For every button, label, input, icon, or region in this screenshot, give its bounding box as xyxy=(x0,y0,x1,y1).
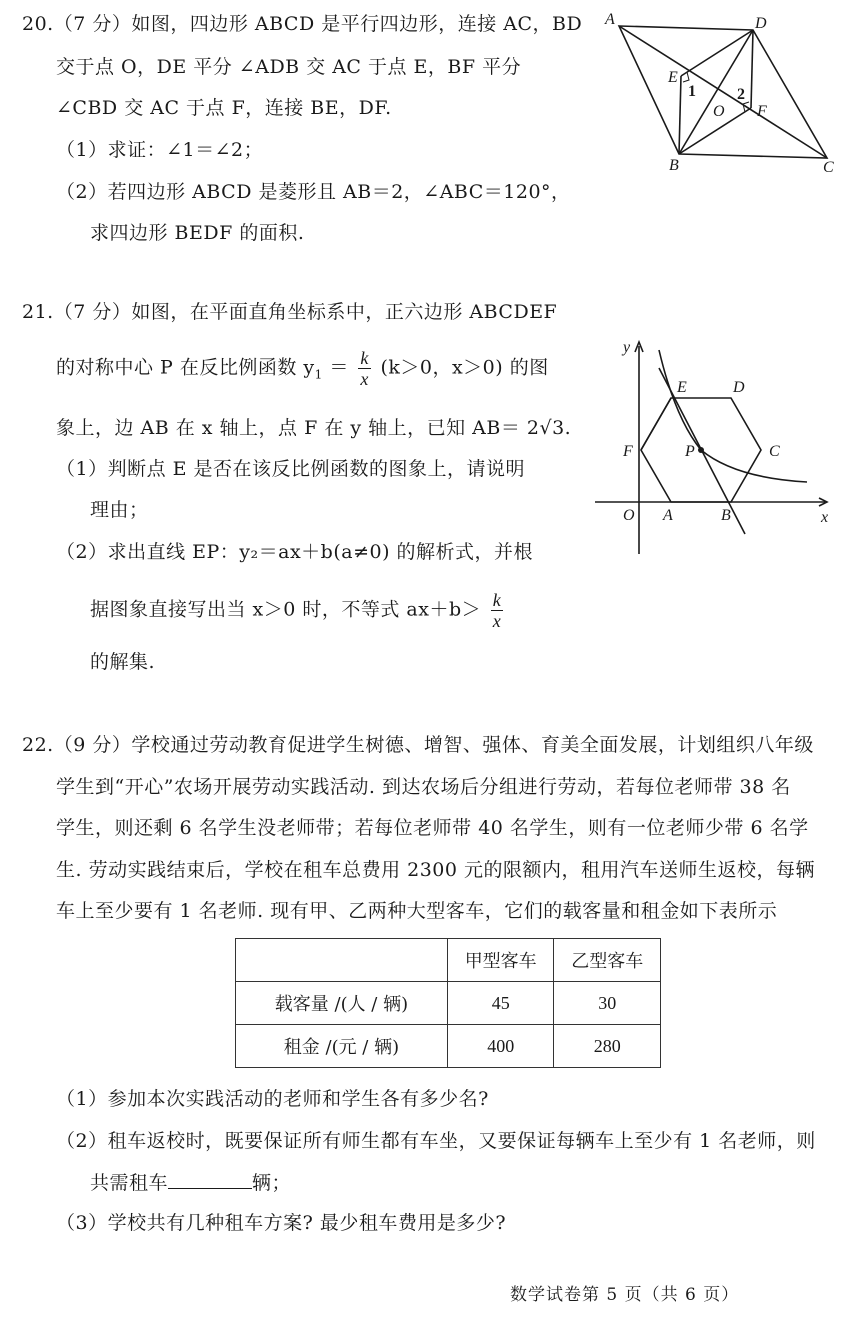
q21-label-D: D xyxy=(733,379,745,396)
q21-part-2c: 的解集. xyxy=(90,651,156,673)
table-header-row xyxy=(236,939,661,982)
q21-line-2-text: 的对称中心 P 在反比例函数 y xyxy=(56,356,315,379)
q21-line-2 xyxy=(56,348,549,389)
q21-fraction-numerator: k xyxy=(360,348,369,368)
q21-label-A: A xyxy=(663,507,673,524)
q22-line-1: 22.（9 分）学校通过劳动教育促进学生树德、增智、强体、育美全面发展，计划组织八年级 xyxy=(22,734,814,756)
q20-label-F: F xyxy=(757,103,767,120)
q21-part-2b-text: 据图象直接写出当 x＞0 时，不等式 ax＋b＞ xyxy=(90,598,482,621)
q20-label-B: B xyxy=(669,157,679,174)
q21-part-2a: （2）求出直线 EP：y₂＝ax＋b(a≠0) 的解析式，并根 xyxy=(56,541,534,563)
answer-blank[interactable] xyxy=(168,1170,252,1189)
table-cell-capacity-label: 载客量 /(人 / 辆) xyxy=(236,982,448,1025)
table-row-rent xyxy=(236,1025,661,1068)
q22-part-2b xyxy=(90,1170,291,1195)
q21-inequality-denominator: x xyxy=(492,611,502,631)
q21-fraction xyxy=(358,348,371,389)
q21-inequality-numerator: k xyxy=(492,590,502,610)
q21-label-F: F xyxy=(623,443,633,460)
q21-figure-hexagon xyxy=(595,338,835,558)
q22-part-3: （3）学校共有几种租车方案? 最少租车费用是多少? xyxy=(56,1212,507,1234)
table-header-cell-empty xyxy=(236,939,448,982)
q22-line-2: 学生到“开心”农场开展劳动实践活动. 到达农场后分组进行劳动，若每位老师带 38 名 xyxy=(56,776,791,798)
q20-part-1: （1）求证：∠1＝∠2； xyxy=(56,139,264,161)
q20-label-angle-2: 2 xyxy=(737,86,745,103)
q21-inequality-fraction xyxy=(491,590,504,631)
q20-line-2: 交于点 O，DE 平分 ∠ADB 交 AC 于点 E，BF 平分 xyxy=(56,56,522,78)
q20-label-D: D xyxy=(755,15,767,32)
q20-label-O: O xyxy=(713,103,725,120)
q21-y-subscript: 1 xyxy=(314,367,323,382)
q22-part-1: （1）参加本次实践活动的老师和学生各有多少名? xyxy=(56,1088,489,1110)
q22-part-2b-text: 共需租车 xyxy=(90,1172,169,1194)
q21-line-3: 象上，边 AB 在 x 轴上，点 F 在 y 轴上，已知 AB＝ 2√3. xyxy=(56,417,572,439)
q21-label-x: x xyxy=(821,509,829,526)
table-cell-rent-type-b: 280 xyxy=(554,1025,661,1068)
table-cell-capacity-type-b: 30 xyxy=(554,982,661,1025)
q21-fraction-denominator: x xyxy=(360,369,369,389)
q20-label-E: E xyxy=(668,69,678,86)
q20-line-3: ∠CBD 交 AC 于点 F，连接 BE，DF. xyxy=(56,97,392,119)
q21-part-1a: （1）判断点 E 是否在该反比例函数的图象上，请说明 xyxy=(56,458,526,480)
q22-line-3: 学生，则还剩 6 名学生没老师带；若每位老师带 40 名学生，则有一位老师少带 6 名学 xyxy=(56,817,809,839)
table-cell-capacity-type-a: 45 xyxy=(447,982,554,1025)
q21-part-2b xyxy=(90,590,506,631)
q22-line-4: 生. 劳动实践结束后，学校在租车总费用 2300 元的限额内，租用汽车送师生返校，每辆 xyxy=(56,859,816,881)
q20-label-angle-1: 1 xyxy=(688,83,696,100)
q22-part-2b-tail: 辆； xyxy=(252,1172,292,1194)
q21-equals: ＝ xyxy=(329,356,349,379)
q21-label-E: E xyxy=(677,379,687,396)
q20-label-C: C xyxy=(823,159,834,176)
table-cell-rent-label: 租金 /(元 / 辆) xyxy=(236,1025,448,1068)
q21-label-P: P xyxy=(685,443,695,460)
q21-label-C: C xyxy=(769,443,780,460)
table-header-cell-type-a: 甲型客车 xyxy=(447,939,554,982)
q21-line-2-tail: (k＞0，x＞0) 的图 xyxy=(380,356,549,379)
table-cell-rent-type-a: 400 xyxy=(447,1025,554,1068)
q20-figure-parallelogram xyxy=(605,11,845,176)
q22-line-5: 车上至少要有 1 名老师. 现有甲、乙两种大型客车，它们的载客量和租金如下表所示 xyxy=(56,900,778,922)
q20-label-A: A xyxy=(605,11,615,28)
page-footer: 数学试卷第 5 页（共 6 页） xyxy=(510,1285,740,1305)
q22-part-2a: （2）租车返校时，既要保证所有师生都有车坐，又要保证每辆车上至少有 1 名老师，则 xyxy=(56,1130,816,1152)
q20-line-1: 20.（7 分）如图，四边形 ABCD 是平行四边形，连接 AC，BD xyxy=(22,13,583,35)
q21-label-y: y xyxy=(623,339,631,356)
q21-label-O: O xyxy=(623,507,635,524)
table-row-capacity xyxy=(236,982,661,1025)
q20-part-2a: （2）若四边形 ABCD 是菱形且 AB＝2，∠ABC＝120°， xyxy=(56,181,571,203)
q21-line-1: 21.（7 分）如图，在平面直角坐标系中，正六边形 ABCDEF xyxy=(22,301,558,323)
q20-part-2b: 求四边形 BEDF 的面积. xyxy=(90,222,305,244)
q21-part-1b: 理由； xyxy=(90,499,149,521)
table-header-cell-type-b: 乙型客车 xyxy=(554,939,661,982)
bus-rental-table xyxy=(235,938,661,1068)
q21-label-B: B xyxy=(721,507,731,524)
